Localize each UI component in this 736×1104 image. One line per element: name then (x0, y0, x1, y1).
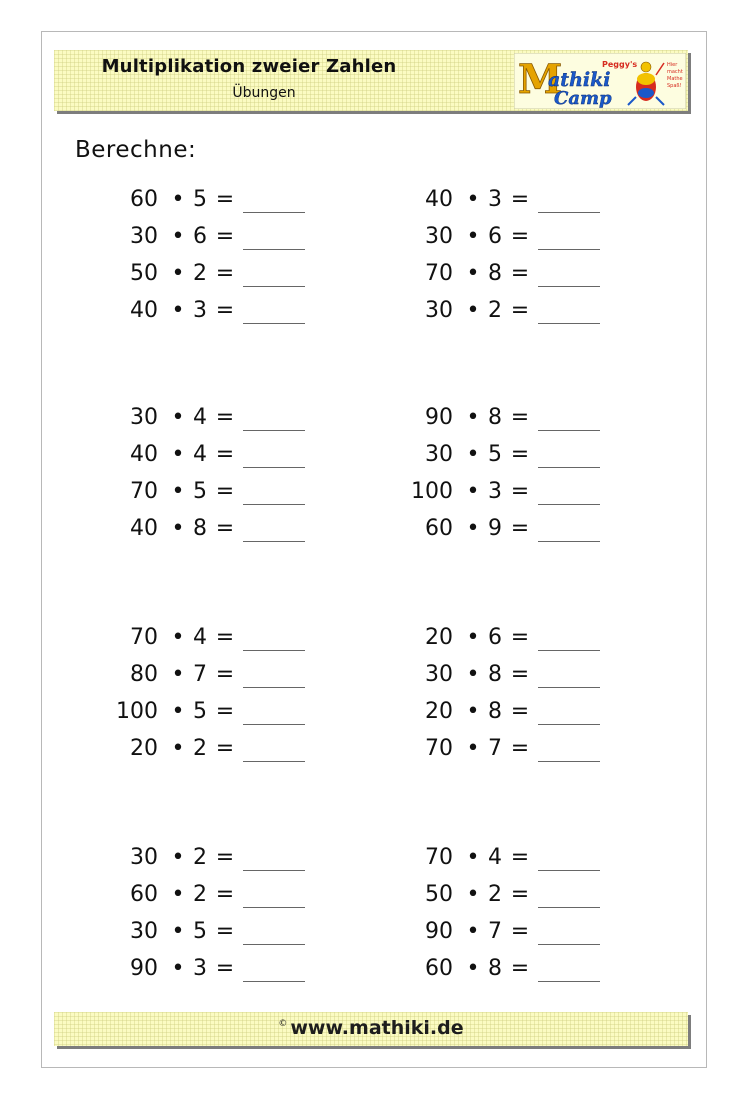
multiplication-dot: • (466, 516, 480, 541)
equals-sign: = (215, 479, 235, 504)
factor-a: 30 (130, 405, 158, 430)
factor-a: 30 (425, 298, 453, 323)
factor-b: 4 (488, 845, 502, 870)
equals-sign: = (215, 699, 235, 724)
factor-b: 4 (193, 625, 207, 650)
factor-a: 90 (425, 405, 453, 430)
factor-b: 7 (488, 919, 502, 944)
factor-b: 5 (488, 442, 502, 467)
factor-a: 30 (130, 919, 158, 944)
answer-blank[interactable] (538, 907, 600, 908)
multiplication-dot: • (466, 845, 480, 870)
answer-blank[interactable] (243, 286, 305, 287)
equals-sign: = (215, 187, 235, 212)
factor-a: 40 (425, 187, 453, 212)
equals-sign: = (510, 298, 530, 323)
factor-a: 20 (130, 736, 158, 761)
multiplication-dot: • (171, 882, 185, 907)
equals-sign: = (510, 405, 530, 430)
equals-sign: = (215, 442, 235, 467)
equals-sign: = (510, 956, 530, 981)
factor-a: 80 (130, 662, 158, 687)
answer-blank[interactable] (243, 504, 305, 505)
multiplication-dot: • (466, 882, 480, 907)
equals-sign: = (215, 224, 235, 249)
equals-sign: = (215, 261, 235, 286)
svg-text:M: M (518, 56, 563, 103)
answer-blank[interactable] (538, 430, 600, 431)
svg-text:Peggy's: Peggy's (602, 60, 638, 69)
factor-b: 2 (193, 845, 207, 870)
multiplication-dot: • (171, 261, 185, 286)
answer-blank[interactable] (243, 870, 305, 871)
answer-blank[interactable] (243, 541, 305, 542)
answer-blank[interactable] (243, 467, 305, 468)
multiplication-dot: • (466, 187, 480, 212)
equals-sign: = (510, 516, 530, 541)
multiplication-dot: • (466, 699, 480, 724)
answer-blank[interactable] (538, 504, 600, 505)
multiplication-dot: • (466, 224, 480, 249)
multiplication-dot: • (466, 261, 480, 286)
factor-a: 70 (425, 845, 453, 870)
footer-website (54, 1017, 688, 1039)
factor-b: 5 (193, 919, 207, 944)
factor-b: 6 (488, 625, 502, 650)
factor-a: 20 (425, 699, 453, 724)
multiplication-dot: • (466, 662, 480, 687)
equals-sign: = (510, 261, 530, 286)
answer-blank[interactable] (538, 944, 600, 945)
answer-blank[interactable] (243, 323, 305, 324)
answer-blank[interactable] (538, 286, 600, 287)
multiplication-dot: • (171, 442, 185, 467)
multiplication-dot: • (171, 405, 185, 430)
svg-text:athiki: athiki (548, 69, 611, 91)
multiplication-dot: • (466, 298, 480, 323)
page-subtitle: Übungen (232, 85, 296, 101)
factor-a: 40 (130, 298, 158, 323)
factor-a: 30 (130, 224, 158, 249)
multiplication-dot: • (171, 224, 185, 249)
equals-sign: = (215, 845, 235, 870)
factor-b: 2 (488, 882, 502, 907)
answer-blank[interactable] (538, 212, 600, 213)
factor-b: 2 (193, 261, 207, 286)
equals-sign: = (215, 405, 235, 430)
header-banner (54, 50, 688, 111)
equals-sign: = (510, 882, 530, 907)
factor-a: 100 (411, 479, 453, 504)
factor-b: 2 (193, 882, 207, 907)
factor-a: 90 (425, 919, 453, 944)
factor-a: 50 (130, 261, 158, 286)
factor-a: 60 (425, 516, 453, 541)
answer-blank[interactable] (538, 687, 600, 688)
answer-blank[interactable] (243, 907, 305, 908)
multiplication-dot: • (171, 662, 185, 687)
factor-a: 90 (130, 956, 158, 981)
factor-b: 2 (488, 298, 502, 323)
multiplication-dot: • (171, 625, 185, 650)
answer-blank[interactable] (538, 650, 600, 651)
factor-b: 7 (193, 662, 207, 687)
factor-b: 4 (193, 405, 207, 430)
factor-b: 3 (488, 479, 502, 504)
equals-sign: = (510, 845, 530, 870)
svg-text:Spaß!: Spaß! (667, 83, 682, 89)
answer-blank[interactable] (243, 687, 305, 688)
factor-b: 5 (193, 699, 207, 724)
copyright-symbol: © (278, 1019, 288, 1029)
multiplication-dot: • (171, 736, 185, 761)
website-link[interactable]: www.mathiki.de (290, 1017, 464, 1039)
multiplication-dot: • (171, 298, 185, 323)
factor-a: 100 (116, 699, 158, 724)
equals-sign: = (510, 479, 530, 504)
mathiki-camp-logo (514, 53, 686, 109)
equals-sign: = (510, 224, 530, 249)
equals-sign: = (215, 298, 235, 323)
factor-b: 3 (193, 956, 207, 981)
factor-b: 3 (193, 298, 207, 323)
factor-b: 8 (193, 516, 207, 541)
answer-blank[interactable] (538, 249, 600, 250)
factor-a: 30 (130, 845, 158, 870)
answer-blank[interactable] (243, 761, 305, 762)
svg-text:Camp: Camp (554, 88, 612, 109)
equals-sign: = (510, 625, 530, 650)
factor-a: 40 (130, 442, 158, 467)
answer-blank[interactable] (538, 724, 600, 725)
equals-sign: = (215, 956, 235, 981)
factor-a: 40 (130, 516, 158, 541)
factor-a: 30 (425, 662, 453, 687)
factor-b: 8 (488, 405, 502, 430)
equals-sign: = (215, 882, 235, 907)
equals-sign: = (215, 516, 235, 541)
factor-a: 60 (130, 882, 158, 907)
answer-blank[interactable] (243, 212, 305, 213)
factor-b: 6 (193, 224, 207, 249)
multiplication-dot: • (171, 919, 185, 944)
multiplication-dot: • (466, 405, 480, 430)
factor-b: 2 (193, 736, 207, 761)
factor-b: 4 (193, 442, 207, 467)
equals-sign: = (215, 736, 235, 761)
multiplication-dot: • (466, 479, 480, 504)
factor-a: 60 (130, 187, 158, 212)
answer-blank[interactable] (538, 870, 600, 871)
answer-blank[interactable] (538, 541, 600, 542)
equals-sign: = (510, 442, 530, 467)
instruction-text: Berechne: (75, 137, 197, 163)
multiplication-dot: • (171, 516, 185, 541)
answer-blank[interactable] (243, 724, 305, 725)
svg-text:macht: macht (667, 69, 683, 75)
factor-b: 8 (488, 699, 502, 724)
svg-text:Mathe: Mathe (667, 76, 683, 82)
factor-a: 70 (130, 479, 158, 504)
answer-blank[interactable] (538, 467, 600, 468)
footer-banner (54, 1012, 688, 1046)
factor-b: 5 (193, 187, 207, 212)
factor-a: 70 (130, 625, 158, 650)
equals-sign: = (510, 662, 530, 687)
multiplication-dot: • (171, 845, 185, 870)
answer-blank[interactable] (243, 981, 305, 982)
factor-b: 5 (193, 479, 207, 504)
factor-b: 7 (488, 736, 502, 761)
multiplication-dot: • (171, 956, 185, 981)
answer-blank[interactable] (538, 761, 600, 762)
factor-a: 30 (425, 224, 453, 249)
multiplication-dot: • (466, 736, 480, 761)
factor-a: 20 (425, 625, 453, 650)
answer-blank[interactable] (538, 981, 600, 982)
factor-a: 60 (425, 956, 453, 981)
factor-a: 70 (425, 261, 453, 286)
answer-blank[interactable] (243, 430, 305, 431)
page-title: Multiplikation zweier Zahlen (101, 56, 397, 77)
equals-sign: = (215, 919, 235, 944)
answer-blank[interactable] (243, 650, 305, 651)
factor-b: 9 (488, 516, 502, 541)
factor-b: 8 (488, 662, 502, 687)
svg-text:Hier: Hier (667, 62, 678, 68)
multiplication-dot: • (171, 479, 185, 504)
factor-a: 70 (425, 736, 453, 761)
equals-sign: = (510, 919, 530, 944)
answer-blank[interactable] (243, 249, 305, 250)
equals-sign: = (510, 736, 530, 761)
multiplication-dot: • (466, 625, 480, 650)
equals-sign: = (510, 187, 530, 212)
multiplication-dot: • (466, 442, 480, 467)
multiplication-dot: • (466, 919, 480, 944)
multiplication-dot: • (171, 187, 185, 212)
equals-sign: = (510, 699, 530, 724)
factor-b: 3 (488, 187, 502, 212)
factor-a: 30 (425, 442, 453, 467)
factor-b: 6 (488, 224, 502, 249)
factor-b: 8 (488, 261, 502, 286)
answer-blank[interactable] (538, 323, 600, 324)
factor-b: 8 (488, 956, 502, 981)
multiplication-dot: • (466, 956, 480, 981)
equals-sign: = (215, 625, 235, 650)
factor-a: 50 (425, 882, 453, 907)
answer-blank[interactable] (243, 944, 305, 945)
equals-sign: = (215, 662, 235, 687)
multiplication-dot: • (171, 699, 185, 724)
